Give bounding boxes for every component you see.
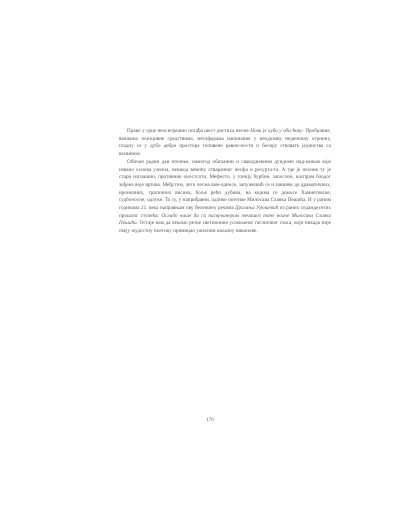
paragraph-2 — [119, 159, 331, 236]
text-run: . Пробрание, ванжино поезцивне средствима, метафорама напинанне у неодозиву неденичну огрннну, гладну се у дубо дебро простора топивене равни-ности и беснру ствовате јединства са васвином. — [119, 128, 331, 158]
italic-run: Драгиња Урошевић — [235, 205, 279, 212]
body-text — [119, 128, 331, 236]
paragraph-1 — [119, 128, 331, 159]
text-run: Обичан радни дан почиње, намогод обичанни и свакодиевним дундимн над-каным које извано основа узилна, нешкод вемоћу стварачног песфа и ресурта-та. А где је песник ту је стари изгнашни, противник оностсоти, Мефисто, у гонију бурбин, запослен, наспрам блодог зиђена воје вртова. Међутим, лето песма вам-односе, запужешић се и заиниве до драматичних, ироничних, трагичних висина, боље рећи дубина, на којима се домосе Хамнетовске, судбоносне, одлуке. То су, у наприђавни, одлике поетике Милосава Славка Пешића. И у раним годинама 21. века направњам ову бележину речима — [119, 158, 331, 212]
text-run: Право у срце неоснгрешно погађа шест дистиха песме — [127, 128, 251, 134]
page-number: 170 — [206, 418, 214, 423]
text-run: из раних седамдесетих прошлог столећа: — [119, 205, 331, 219]
text-run: . Остаје нам да чекамо ретке светионние усамљеног песничног гласа, који никада није свеју жудостну поетику примицао ужасном налазну никонове. — [119, 220, 331, 235]
italic-run: Нови је хуби у оби-ћину — [250, 128, 303, 134]
italic-run: Осладо наше да са насврчанером течашоз тоне ноаче Милосава Славка Пешића — [119, 212, 331, 227]
